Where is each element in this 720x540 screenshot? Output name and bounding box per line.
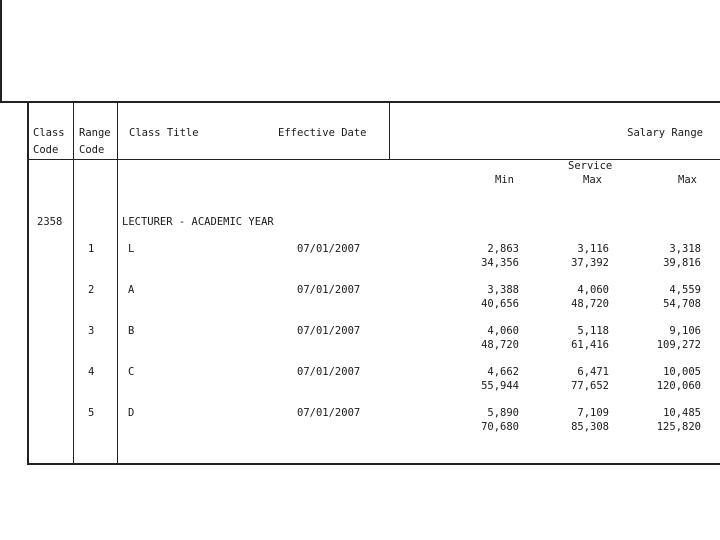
cell-svc-a: 37,392 bbox=[571, 257, 609, 269]
header-divider bbox=[27, 159, 720, 160]
cell-svc-a: 77,652 bbox=[571, 380, 609, 392]
cell-svc-m: 5,118 bbox=[577, 325, 609, 337]
subheader-service: Service bbox=[568, 160, 613, 172]
cell-min-a: 48,720 bbox=[481, 339, 519, 351]
cell-svc-m: 6,471 bbox=[577, 366, 609, 378]
cell-date: 07/01/2007 bbox=[297, 243, 361, 255]
cell-svc-a: 48,720 bbox=[571, 298, 609, 310]
column-divider-3 bbox=[389, 103, 390, 160]
header-range-code-1: Range bbox=[79, 127, 111, 139]
cell-min-a: 40,656 bbox=[481, 298, 519, 310]
cell-min-m: 4,060 bbox=[487, 325, 519, 337]
cell-title: L bbox=[128, 243, 135, 255]
cell-date: 07/01/2007 bbox=[297, 284, 361, 296]
cell-svc-m: 3,116 bbox=[577, 243, 609, 255]
cell-max-m: 4,559 bbox=[669, 284, 701, 296]
cell-min-m: 5,890 bbox=[487, 407, 519, 419]
header-range-code-2: Code bbox=[79, 144, 105, 156]
cell-max-m: 3,318 bbox=[669, 243, 701, 255]
cell-min-m: 4,662 bbox=[487, 366, 519, 378]
cell-svc-m: 4,060 bbox=[577, 284, 609, 296]
cell-min-a: 55,944 bbox=[481, 380, 519, 392]
cell-range: 2 bbox=[88, 284, 95, 296]
cell-date: 07/01/2007 bbox=[297, 325, 361, 337]
header-class-title: Class Title bbox=[129, 127, 199, 139]
cell-range: 5 bbox=[88, 407, 95, 419]
cell-min-m: 2,863 bbox=[487, 243, 519, 255]
table-bottom-border bbox=[27, 463, 720, 465]
cell-title: B bbox=[128, 325, 135, 337]
cell-title: C bbox=[128, 366, 135, 378]
cell-range: 3 bbox=[88, 325, 95, 337]
cell-min-m: 3,388 bbox=[487, 284, 519, 296]
cell-range: 1 bbox=[88, 243, 95, 255]
class-code: 2358 bbox=[37, 216, 63, 228]
cell-svc-m: 7,109 bbox=[577, 407, 609, 419]
cell-svc-a: 61,416 bbox=[571, 339, 609, 351]
subheader-min: Min bbox=[495, 174, 514, 186]
cell-max-a: 54,708 bbox=[663, 298, 701, 310]
header-class-code-1: Class bbox=[33, 127, 65, 139]
cell-title: A bbox=[128, 284, 135, 296]
cell-min-a: 70,680 bbox=[481, 421, 519, 433]
cell-max-a: 109,272 bbox=[656, 339, 701, 351]
cell-date: 07/01/2007 bbox=[297, 366, 361, 378]
cell-max-a: 120,060 bbox=[656, 380, 701, 392]
column-divider-1 bbox=[73, 103, 74, 465]
table-left-border bbox=[27, 103, 29, 465]
header-class-code-2: Code bbox=[33, 144, 59, 156]
cell-min-a: 34,356 bbox=[481, 257, 519, 269]
cell-max-m: 10,005 bbox=[663, 366, 701, 378]
cell-max-a: 125,820 bbox=[656, 421, 701, 433]
subheader-max: Max bbox=[678, 174, 697, 186]
subheader-max-service: Max bbox=[583, 174, 602, 186]
header-effective-date: Effective Date bbox=[278, 127, 367, 139]
column-divider-2 bbox=[117, 103, 118, 465]
class-title: LECTURER - ACADEMIC YEAR bbox=[122, 216, 274, 228]
cell-svc-a: 85,308 bbox=[571, 421, 609, 433]
cell-range: 4 bbox=[88, 366, 95, 378]
cell-max-a: 39,816 bbox=[663, 257, 701, 269]
cell-max-m: 9,106 bbox=[669, 325, 701, 337]
cell-max-m: 10,485 bbox=[663, 407, 701, 419]
cell-date: 07/01/2007 bbox=[297, 407, 361, 419]
cell-title: D bbox=[128, 407, 135, 419]
top-box-left-border bbox=[0, 0, 2, 103]
header-salary-range: Salary Range bbox=[627, 127, 703, 139]
top-box-bottom-border bbox=[0, 101, 720, 103]
